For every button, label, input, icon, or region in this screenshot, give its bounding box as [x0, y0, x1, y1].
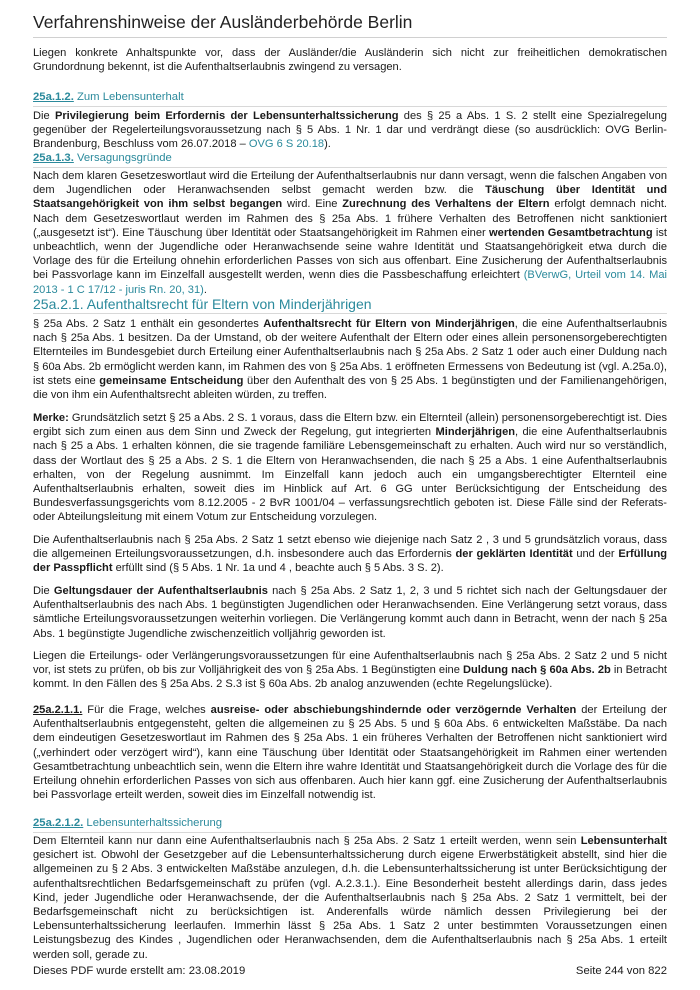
title-divider: [33, 37, 667, 38]
paragraph-25a-2-1-1: 25a.2.1.1. Für die Frage, welches ausreise- oder abschiebungshindernde oder verzögernde Verhalten der Erteilung der Aufenthaltserlaubnis entgegensteht, gelten die allgemeinen zu § 25 Abs. 5 und § 60a Abs. 6 entwickelten Maßstäbe. Da nach dem eindeutigen Gesetzeswortlaut im Rahmen des § 25a Abs. 1 ein früheres Verhalten der Betroffenen nicht sanktioniert wird („verhindert oder verzögert wird“), kann eine Täuschung über Identität oder Staatsangehörigkeit im Rahmen einer wertenden Gesamtbetrachtung unbeachtlich sein, wenn die Eltern ihre wahre Identität und Staatsangehörigkeit durch die Vorlage des für die Erteilung ohnehin erforderlichen Passes von sich aus offenbaren. Auch hier kann ggf. eine Zusicherung der Aufenthaltserlaubnis bei Passvorlage erteilt werden, soweit dies im Einzelfall notwendig ist.: [33, 704, 667, 802]
section-number-link[interactable]: 25a.1.3.: [33, 152, 74, 164]
section-title: Zum Lebensunterhalt: [76, 91, 184, 103]
court-reference-link[interactable]: (BVerwG, Urteil vom 14. Mai 2013 - 1 C 17/12 - juris Rn. 20, 31): [33, 269, 667, 296]
section-divider: [33, 106, 667, 107]
paragraph-erteilungsvoraussetzungen: Die Aufenthaltserlaubnis nach § 25a Abs. 2 Satz 1 setzt ebenso wie diejenige nach Satz 2 , 3 und 5 grundsätzlich voraus, dass die allgemeinen Erteilungsvoraussetzungen, d.h. insbesondere auch das Erfordernis der geklärten Identität und der Erfüllung der Passpflicht erfüllt sind (§ 5 Abs. 1 Nr. 1a und 4 , beachte auch § 5 Abs. 3 S. 2).: [33, 534, 667, 575]
paragraph-merke: Merke: Grundsätzlich setzt § 25 a Abs. 2 S. 1 voraus, dass die Eltern bzw. ein Elternteil (allein) personensorgeberechtigt ist. Dies ergibt sich zum einen aus dem Sinn und Zweck der Regelung, gut integrierten Minderjährigen, die eine Aufenthaltserlaubnis nach § 25 a Abs. 1 erhalten können, die sie tragende familiäre Lebensgemeinschaft zu erhalten. Auch wird nur so verständlich, dass der Wortlaut des § 25 a Abs. 2 S. 1 die Eltern von Heranwachsenden, die nach § 25 a Abs. 1 eine Aufenthaltserlaubnis erhalten, von der Regelung ausnimmt. Im Einzelfall kann jedoch auch ein umgangsberechtigter Elternteil eine Aufenthaltserlaubnis erhalten, soweit dies im Hinblick auf Art. 6 GG unter Berücksichtigung der Entscheidung des Bundesverfassungsgerichts vom 8.12.2005 - 2 BvR 1001/04 – verfassungsrechtlich geboten ist. Diese Fälle sind der Referats- oder Abteilungsleitung mit einem Votum zur Entscheidung vorzulegen.: [33, 412, 667, 524]
section-heading-25a-1-2: [33, 91, 184, 103]
paragraph-duldung: Liegen die Erteilungs- oder Verlängerungsvoraussetzungen für eine Aufenthaltserlaubnis nach § 25a Abs. 2 Satz 2 und 5 nicht vor, ist stets zu prüfen, ob bis zur Volljährigkeit des von § 25a Abs. 1 Begünstigten eine Duldung nach § 60a Abs. 2b in Betracht kommt. In den Fällen des § 25a Abs. 2 S.3 ist § 60a Abs. 2b analog anzuwenden (echte Regelungslücke).: [33, 650, 667, 691]
section-divider: [33, 832, 667, 833]
paragraph-versagungsgruende: Nach dem klaren Gesetzeswortlaut wird die Erteilung der Aufenthaltserlaubnis nur dann versagt, wenn die falschen Angaben von dem Jugendlichen oder Heranwachsenden selbst gemacht werden bzw. die Täuschung über Identität und Staatsangehörigkeit von ihm selbst begangen wird. Eine Zurechnung des Verhaltens der Eltern erfolgt demnach nicht. Nach dem Gesetzeswortlaut werden im Rahmen des § 25a Abs. 1 frühere Verhalten des Betroffenen nicht sanktioniert („ausgesetzt ist“). Eine Täuschung über Identität oder Staatsangehörigkeit im Rahmen einer wertenden Gesamtbetrachtung ist unbeachtlich, wenn der Jugendliche oder Heranwachsende seine wahre Identität und Staatsangehörigkeit etwa durch die Vorlage des für die Erteilung ohnehin erforderlichen Passes von sich aus offenbart. Eine Zusicherung der Aufenthaltserlaubnis bei Passvorlage kann im Einzelfall ausgestellt werden, wenn dies die Passbeschaffung erleichtert (BVerwG, Urteil vom 14. Mai 2013 - 1 C 17/12 - juris Rn. 20, 31).: [33, 170, 668, 296]
section-heading-25a-1-3: [33, 152, 172, 164]
section-number-link[interactable]: 25a.1.2.: [33, 91, 74, 103]
section-number-link[interactable]: 25a.2.1.2.: [33, 817, 84, 829]
court-reference-link[interactable]: OVG 6 S 20.18: [248, 138, 325, 151]
section-title: Versagungsgründe: [76, 152, 172, 164]
section-heading-25a-2-1-2: [33, 817, 222, 829]
paragraph-lebensunterhaltssicherung: Dem Elternteil kann nur dann eine Aufenthaltserlaubnis nach § 25a Abs. 2 Satz 1 erteilt werden, wenn sein Lebensunterhalt gesichert ist. Obwohl der Gesetzgeber auf die Lebensunterhaltssicherung durch eigene Erwerbstätigkeit abstellt, sind hier die allgemeinen zu § 2 Abs. 3 entwickelten Maßstäbe anzulegen, d.h. die Lebensunterhaltssicherung ist unter Berücksichtigung der aufenthaltsrechtlichen Bedarfsgemeinschaft zu prüfen (vgl. A.2.3.1.). Eine Besonderheit besteht allerdings darin, dass jedes Kind, jeder Jugendliche oder Heranwachsende, der die Aufenthaltserlaubnis nach § 25a Abs. 2 Satz 1 vermittelt, bei der Bedarfsgemeinschaft nicht zu berücksichtigen ist. Anderenfalls würde nämlich dessen Privilegierung bei der Lebensunterhaltssicherung leerlaufen. Immerhin lässt § 25a Abs. 1 Satz 2 unter bestimmten Voraussetzungen einen Leistungsbezug des Kindes , Jugendlichen oder Heranwachsenden, dem die Aufenthaltserlaubnis nach § 25a Abs. 1 erteilt werden soll, gerade zu.: [33, 835, 667, 961]
section-divider: [33, 313, 667, 314]
section-divider: [33, 167, 667, 168]
section-title: Lebensunterhaltssicherung: [86, 817, 223, 829]
section-heading-25a-2-1: 25a.2.1. Aufenthaltsrecht für Eltern von Minderjährigen: [33, 296, 372, 312]
intro-paragraph: Liegen konkrete Anhaltspunkte vor, dass der Ausländer/die Ausländerin sich nicht zur freiheitlichen demokratischen Grundordnung bekennt, ist die Aufenthaltserlaubnis zwingend zu versagen.: [33, 47, 667, 74]
paragraph-geltungsdauer: Die Geltungsdauer der Aufenthaltserlaubnis nach § 25a Abs. 2 Satz 1, 2, 3 und 5 richtet sich nach der Geltungsdauer der Aufenthaltserlaubnis des nach Abs. 1 begünstigten Jugendlichen oder Heranwachsenden. Eine Verlängerung setzt voraus, dass sämtliche Erteilungsvoraussetzungen weiterhin vorliegen. Die Verlängerung kommt auch dann in Betracht, wenn der nach § 25a Abs. 1 begünstigte Jugendliche zwischenzeitlich volljährig geworden ist.: [33, 585, 668, 640]
paragraph-lebensunterhalt: Die Privilegierung beim Erfordernis der Lebensunterhaltssicherung des § 25 a Abs. 1 S. 2 stellt eine Spezialregelung gegenüber der Regelerteilungsvoraussetzung nach § 5 Abs. 1 Nr. 1 dar und verdrängt diese (so ausdrücklich: OVG Berlin-Brandenburg, Beschluss vom 26.07.2018 – OVG 6 S 20.18).: [33, 110, 667, 151]
page-number: Seite 244 von 822: [575, 965, 667, 977]
paragraph-aufenthaltsrecht-eltern: § 25a Abs. 2 Satz 1 enthält ein gesondertes Aufenthaltsrecht für Eltern von Minderjährigen, die eine Aufenthaltserlaubnis nach § 25a Abs. 1 besitzen. Da der Umstand, ob der weitere Aufenthalt der Eltern oder eines allein personensorgeberechtigten Elternteiles im Bundesgebiet durch Erteilung einer Aufenthaltserlaubnis nach § 25a Abs. 2 Satz 1 oder auch einer Duldung nach § 60a Abs. 2b ermöglicht werden kann, im Rahmen des von § 25a Abs. 1 eröffneten Ermessens von Bedeutung ist (vgl. A.25a.0), ist stets eine gemeinsame Entscheidung über den Aufenthalt des von § 25 Abs. 1 begünstigten und der Familienangehörigen, die von ihm ein Aufenthaltsrecht ableiten würden, zu treffen.: [33, 318, 668, 402]
subsection-number: 25a.2.1.1.: [33, 704, 83, 716]
creation-date: Dieses PDF wurde erstellt am: 23.08.2019: [33, 965, 246, 977]
page-title: Verfahrenshinweise der Ausländerbehörde Berlin: [33, 12, 413, 32]
